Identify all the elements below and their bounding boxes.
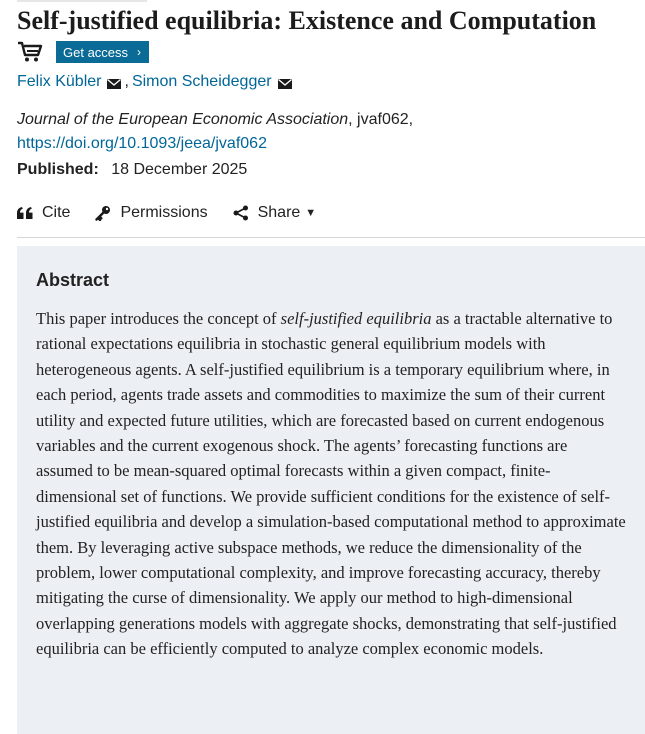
- journal-name: Journal of the European Economic Association: [17, 111, 349, 128]
- published-label: Published:: [17, 161, 99, 178]
- share-label: Share: [257, 204, 301, 221]
- published-date: 18 December 2025: [111, 161, 248, 178]
- abstract-emphasis: self-justified equilibria: [280, 309, 432, 328]
- author-link[interactable]: Felix Kübler: [17, 73, 102, 90]
- author-separator: ,: [124, 73, 129, 90]
- access-row: [17, 40, 149, 64]
- get-access-button[interactable]: [56, 41, 149, 63]
- get-access-label: Get access: [63, 44, 129, 60]
- permissions-button[interactable]: [95, 204, 207, 222]
- article-toolbar: [17, 204, 341, 222]
- chevron-right-icon: ›: [137, 45, 142, 59]
- abstract-text-rest: as a tractable alternative to rational expectations equilibria in stochastic general equilibrium models with heterogeneous agents. A self-justified equilibrium is a temporary equilibrium where, in each period, agents trade assets and commodities to maximize the sum of their current utility and expected future utilities, which are forecasted based on current endogenous variables and the current exogenous shock. The agents’ forecasting functions are assumed to be mean-squared optimal forecasts within a given compact, finite-dimensional set of functions. We provide sufficient conditions for the existence of self-justified equilibria and develop a simulation-based computational method to approximate them. By leveraging active subspace methods, we reduce the dimensionality of the problem, lower computational complexity, and improve forecasting accuracy, thereby mitigating the curse of dimensionality. We apply our method to high-dimensional overlapping generations models with aggregate shocks, demonstrating that self-justified equilibria can be efficiently computed to analyze complex economic models.: [36, 309, 626, 659]
- mail-icon[interactable]: [107, 76, 121, 88]
- journal-article-id: , jvaf062,: [348, 111, 414, 128]
- author-list: [17, 72, 295, 92]
- journal-citation: [17, 109, 413, 131]
- share-button[interactable]: [233, 204, 317, 222]
- author-link[interactable]: Simon Scheidegger: [131, 73, 272, 90]
- published-date-row: [17, 159, 247, 181]
- mail-icon[interactable]: [278, 76, 292, 88]
- toolbar-divider: [17, 237, 645, 238]
- key-icon: [95, 205, 111, 221]
- abstract-text-start: This paper introduces the concept of: [36, 309, 281, 328]
- title-top-rule: [17, 0, 147, 2]
- abstract-text: [36, 306, 627, 662]
- article-title: Self-justified equilibria: Existence and Computation: [17, 6, 597, 35]
- abstract-section: [17, 246, 645, 734]
- doi-link[interactable]: https://doi.org/10.1093/jeea/jvaf062: [17, 135, 267, 152]
- cart-icon[interactable]: [17, 41, 43, 63]
- share-icon: [233, 205, 249, 221]
- caret-down-icon: ▼: [305, 207, 317, 219]
- abstract-heading: Abstract: [36, 270, 110, 290]
- quote-icon: [17, 207, 33, 219]
- permissions-label: Permissions: [120, 204, 208, 221]
- cite-label: Cite: [42, 204, 71, 221]
- cite-button[interactable]: [17, 204, 70, 222]
